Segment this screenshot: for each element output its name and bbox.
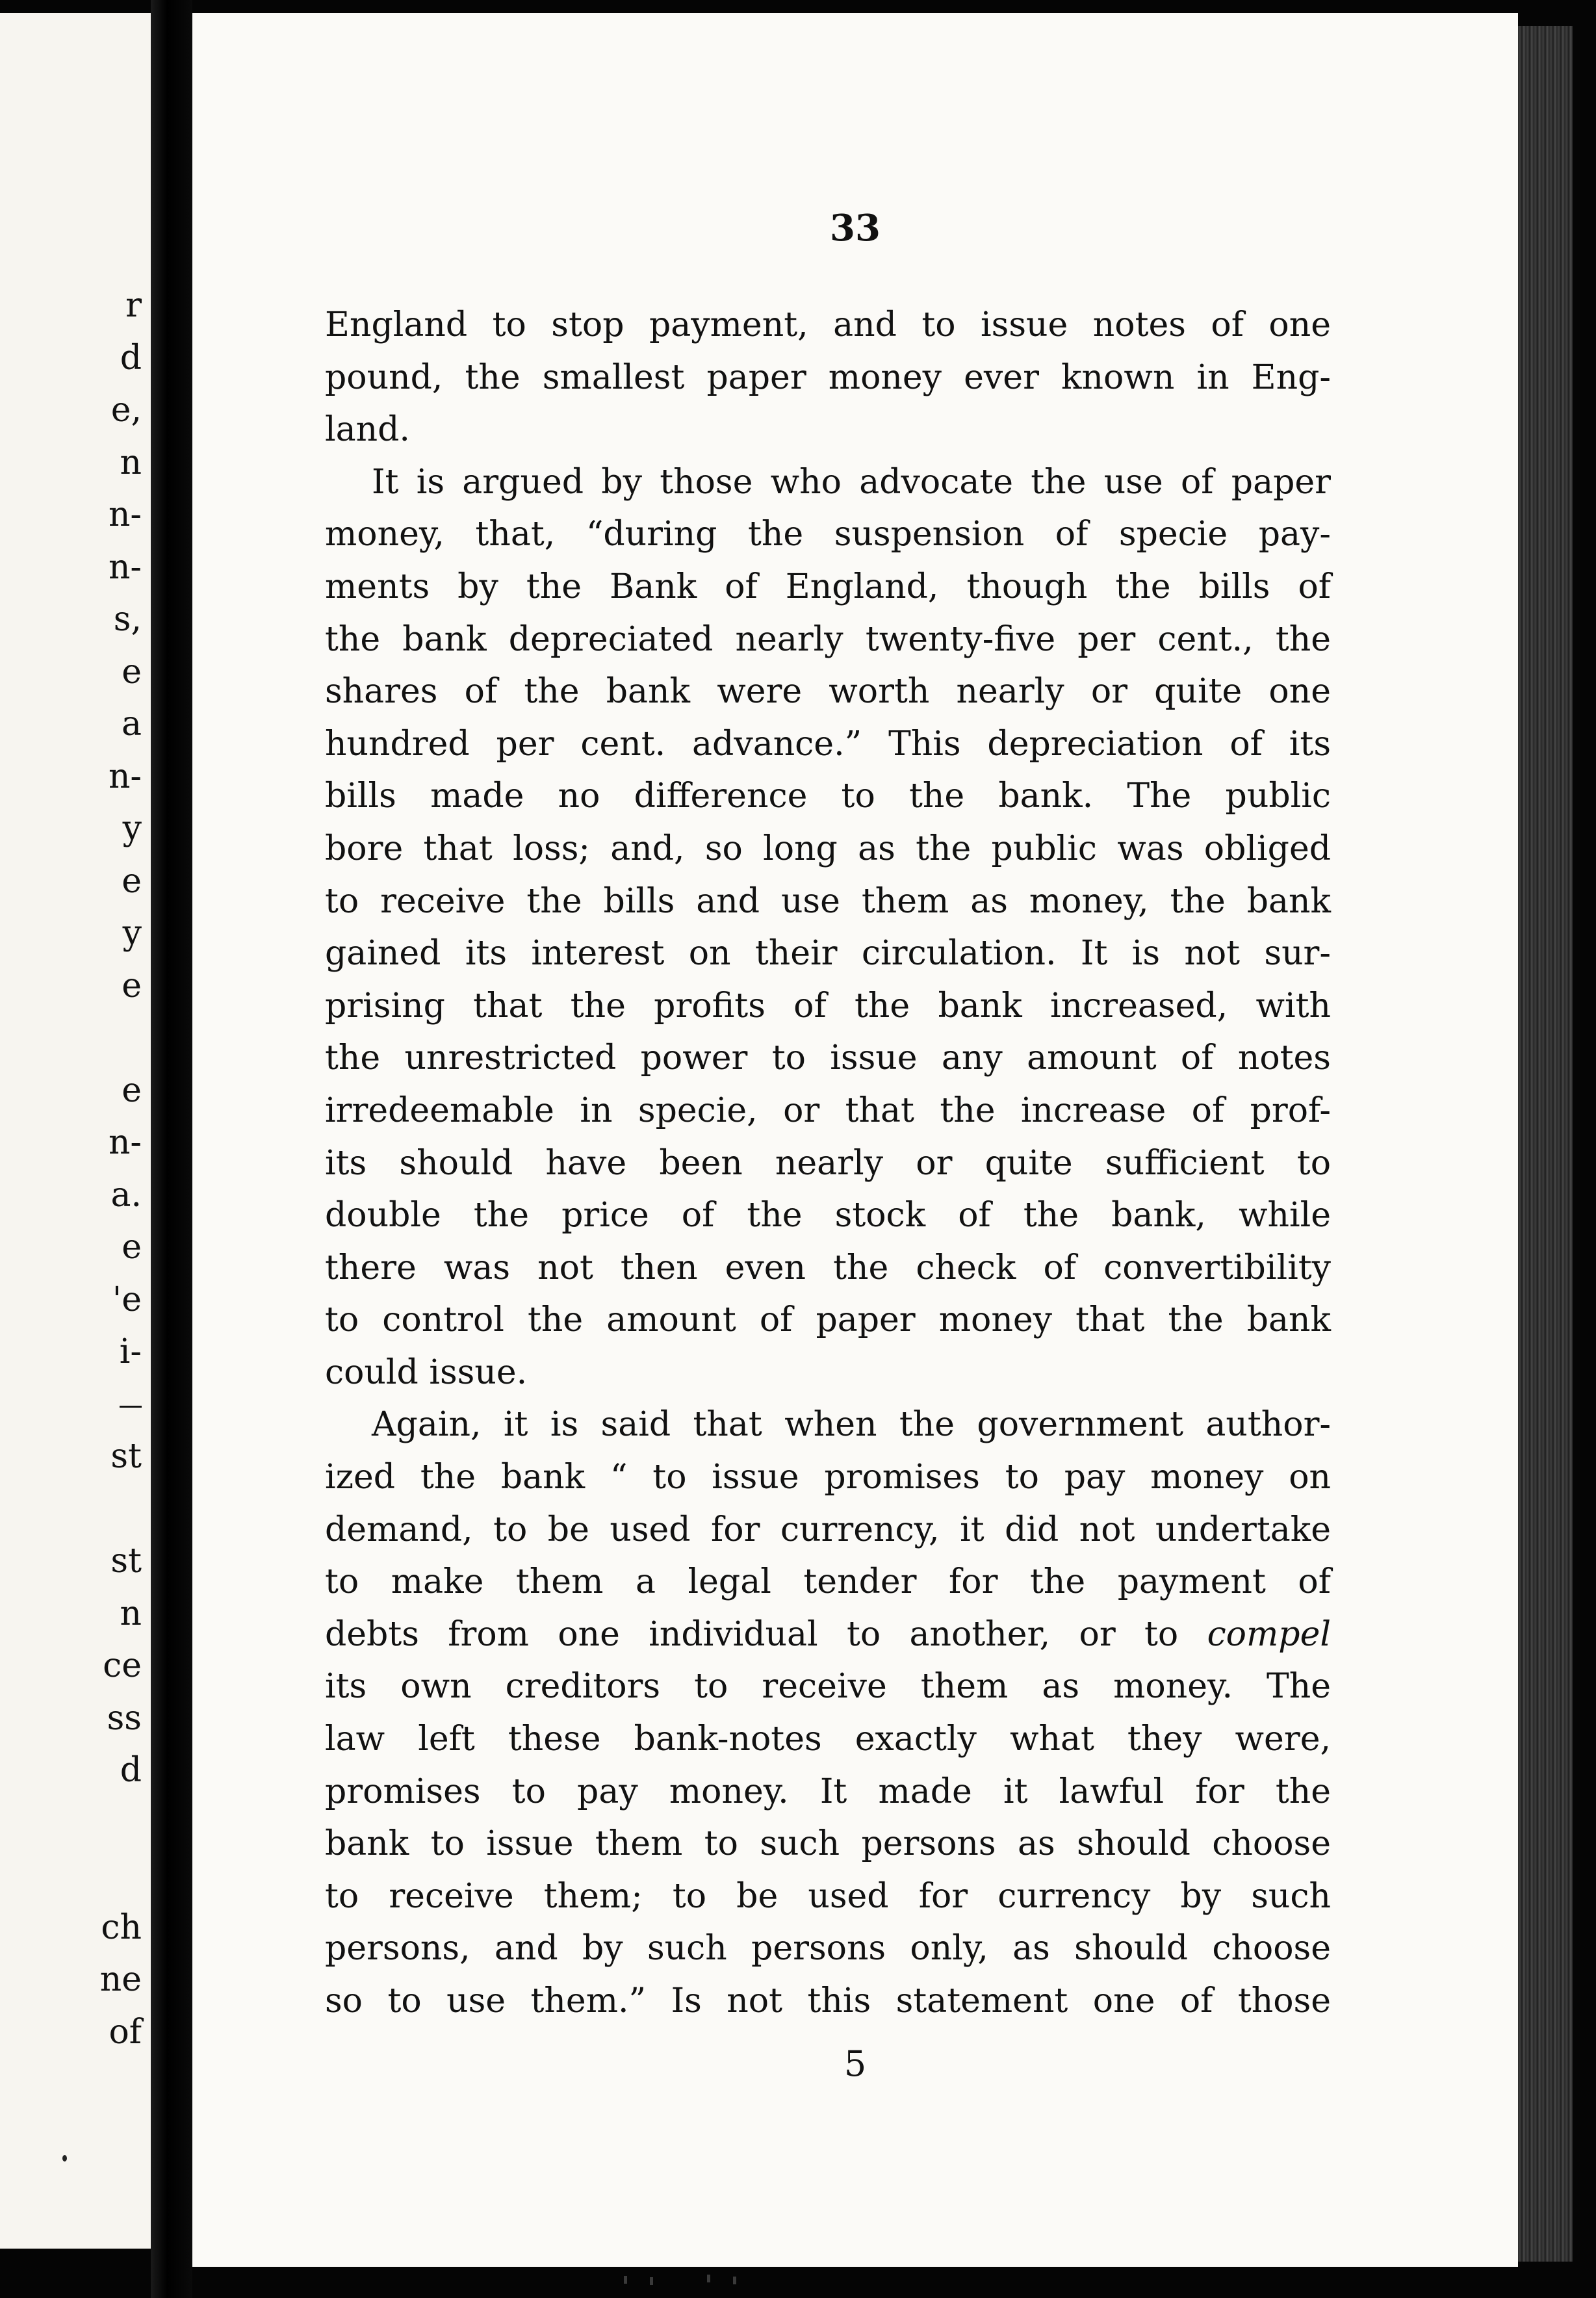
facing-line-fragment: [100, 1849, 142, 1902]
text-line: ments by the Bank of England, though the bills of: [325, 567, 1331, 606]
facing-line-fragment: 'e: [112, 1280, 142, 1319]
facing-line-fragment: y: [122, 809, 142, 848]
text-line: land.: [325, 410, 410, 450]
facing-line-fragment: [100, 1797, 142, 1850]
facing-line-fragment: [100, 1378, 142, 1431]
text-line: to receive the bills and use them as money, the bank: [325, 881, 1331, 921]
facing-line-fragment: a: [121, 704, 142, 743]
text-line: the bank depreciated nearly twenty-five per cent., the: [325, 619, 1331, 659]
facing-line-fragment: n-: [108, 1123, 142, 1162]
facing-line-fragment: e: [122, 1228, 142, 1267]
text-line: there was not then even the check of convertibility: [325, 1248, 1331, 1287]
text-line: so to use them.” Is not this statement one of those: [325, 1982, 1331, 2020]
text-line: to make them a legal tender for the payment of: [325, 1562, 1331, 1602]
facing-line-fragment: [100, 1012, 142, 1065]
signature-mark: 5: [843, 2043, 867, 2084]
dash-rule: [120, 1406, 142, 1408]
text-line: It is argued by those who advocate the use of paper: [372, 462, 1331, 502]
facing-line-fragment: i-: [119, 1332, 142, 1371]
text-line: irredeemable in specie, or that the increase of prof-: [325, 1091, 1331, 1130]
text-line: prising that the profits of the bank increased, with: [325, 986, 1331, 1026]
text-line: gained its interest on their circulation. It is not sur-: [325, 934, 1331, 974]
text-line: ized the bank “ to issue promises to pay money on: [325, 1458, 1331, 1497]
facing-line-fragment: st: [110, 1542, 142, 1581]
text-line: England to stop payment, and to issue notes of one: [325, 305, 1331, 344]
text-line: bore that loss; and, so long as the public was obliged: [325, 829, 1331, 868]
text-line: double the price of the stock of the bank, while: [325, 1196, 1331, 1235]
facing-line-fragment: ch: [101, 1907, 142, 1947]
text-line: its own creditors to receive them as money. The: [325, 1667, 1331, 1707]
book-gutter: [151, 0, 192, 2298]
scan-artifact: [611, 2275, 754, 2288]
facing-line-fragment: n-: [108, 756, 142, 796]
facing-line-fragment: n: [120, 443, 142, 482]
facing-page-fragment: [0, 13, 153, 2249]
facing-line-fragment: [100, 1483, 142, 1536]
facing-line-fragment: d: [120, 338, 142, 378]
facing-page-line-endings: [100, 279, 142, 2058]
text-line: promises to pay money. It made it lawful for the: [325, 1772, 1331, 1811]
text-line: could issue.: [325, 1352, 528, 1392]
text-line: bills made no difference to the bank. The public: [325, 777, 1331, 816]
facing-line-fragment: of: [109, 2012, 142, 2052]
text-line-content: debts from one individual to another, or to: [325, 1614, 1179, 1654]
text-line: money, that, “during the suspension of specie pay-: [325, 515, 1331, 554]
facing-line-fragment: a.: [110, 1175, 142, 1215]
text-line: bank to issue them to such persons as should choose: [325, 1824, 1331, 1864]
facing-line-fragment: n: [120, 1594, 142, 1633]
book-page: [192, 13, 1518, 2267]
facing-line-fragment: ne: [99, 1960, 142, 1999]
body-text: [325, 299, 1331, 2028]
text-line: hundred per cent. advance.” This depreciation of its: [325, 724, 1331, 764]
facing-line-fragment: e: [122, 966, 142, 1005]
facing-line-fragment: st: [110, 1437, 142, 1476]
text-line: to receive them; to be used for currency by such: [325, 1876, 1331, 1916]
text-line: persons, and by such persons only, as should choose: [325, 1929, 1331, 1969]
page-number: 33: [830, 207, 881, 250]
text-line: [325, 1608, 1331, 1661]
text-line: the unrestricted power to issue any amount of notes: [325, 1039, 1331, 1078]
facing-line-fragment: e: [122, 1070, 142, 1110]
facing-line-fragment: y: [122, 914, 142, 953]
facing-line-fragment: n-: [108, 547, 142, 587]
ink-speck: [62, 2155, 67, 2162]
text-line: law left these bank-notes exactly what they were,: [325, 1720, 1331, 1759]
facing-line-fragment: e: [122, 652, 142, 691]
text-line: Again, it is said that when the government author-: [372, 1405, 1331, 1445]
text-line: shares of the bank were worth nearly or quite one: [325, 672, 1331, 712]
text-line: demand, to be used for currency, it did not undertake: [325, 1510, 1331, 1549]
facing-line-fragment: r: [125, 286, 142, 325]
facing-line-fragment: s,: [113, 600, 142, 639]
text-line: its should have been nearly or quite sufficient to: [325, 1143, 1331, 1183]
facing-line-fragment: n-: [108, 495, 142, 534]
facing-line-fragment: d: [120, 1751, 142, 1790]
italic-word: compel: [1207, 1614, 1331, 1654]
facing-line-fragment: ce: [103, 1646, 142, 1685]
facing-line-fragment: e,: [110, 391, 142, 430]
page-edge-stack: [1518, 26, 1573, 2262]
facing-line-fragment: e: [122, 861, 142, 901]
facing-line-fragment: ss: [107, 1698, 142, 1738]
text-line: pound, the smallest paper money ever known in Eng-: [325, 357, 1331, 397]
text-line: to control the amount of paper money that the bank: [325, 1300, 1331, 1340]
